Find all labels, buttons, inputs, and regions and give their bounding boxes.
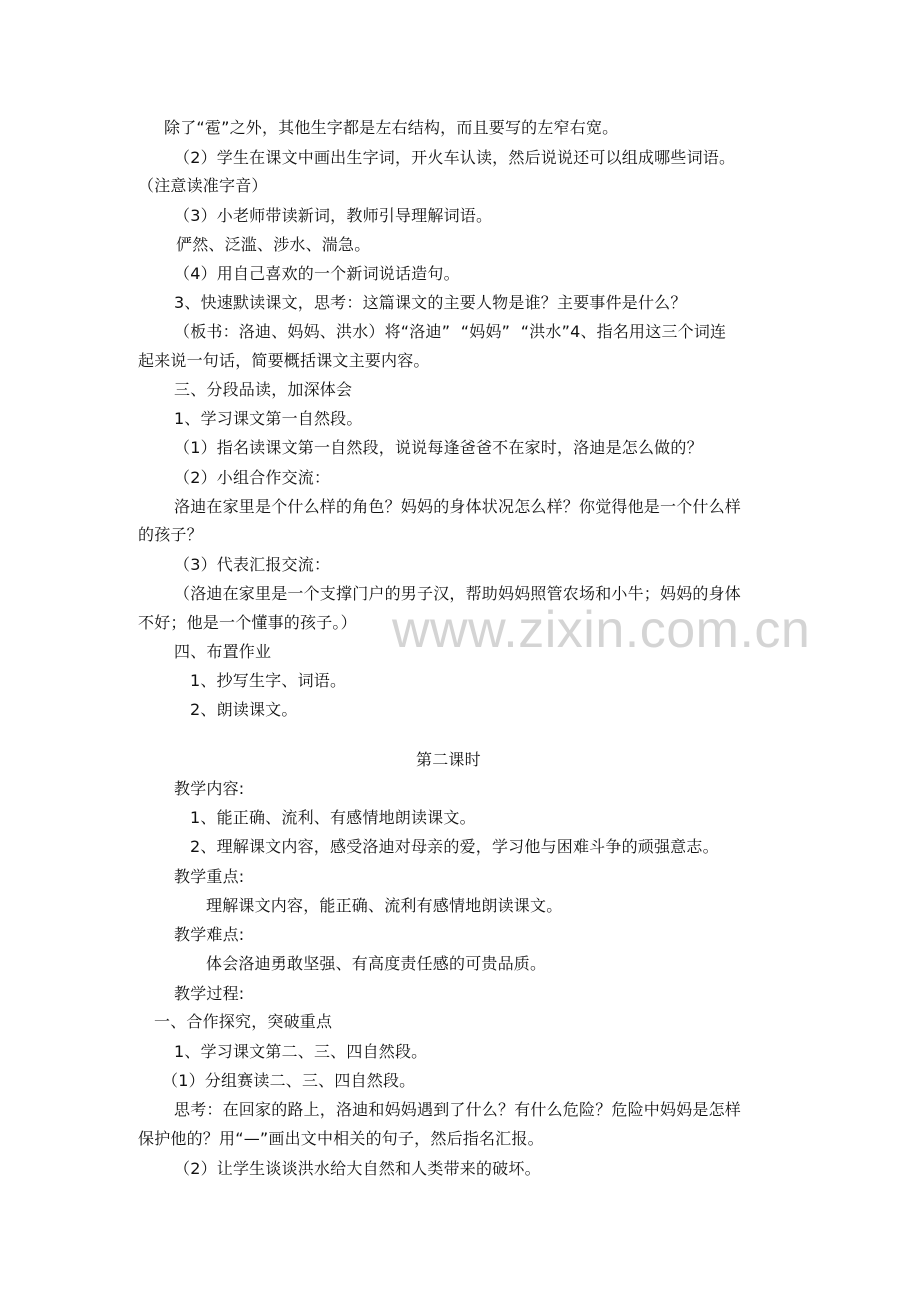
text-line: 除了“雹”之外，其他生字都是左右结构，而且要写的左窄右宽。 (164, 118, 619, 137)
text-line: （注意读准字音） (138, 176, 268, 195)
text-line: （洛迪在家里是一个支撑门户的男子汉，帮助妈妈照管农场和小牛；妈妈的身体 (174, 584, 742, 603)
text-line: 洛迪在家里是个什么样的角色？妈妈的身体状况怎么样？你觉得他是一个什么样 (174, 497, 742, 516)
section-heading: 四、布置作业 (174, 642, 272, 661)
section-heading: 一、合作探究，突破重点 (154, 1012, 333, 1031)
text-line: 的孩子？ (138, 525, 203, 544)
text-line: 俨然、泛滥、涉水、湍急。 (176, 235, 371, 254)
text-line: 起来说一句话，简要概括课文主要内容。 (138, 351, 430, 370)
text-line: 3、快速默读课文，思考：这篇课文的主要人物是谁？主要事件是什么？ (174, 293, 687, 312)
text-line: （2）让学生谈谈洪水给大自然和人类带来的破坏。 (174, 1159, 541, 1178)
text-line: 教学内容: (174, 779, 245, 798)
text-line: 2、理解课文内容，感受洛迪对母亲的爱，学习他与困难斗争的顽强意志。 (190, 837, 719, 856)
text-line: （1）指名读课文第一自然段，说说每逢爸爸不在家时，洛迪是怎么做的？ (174, 438, 703, 457)
text-line: 1、抄写生字、词语。 (190, 671, 347, 690)
text-line: 教学重点: (174, 867, 245, 886)
text-line: 保护他的？用“—”画出文中相关的句子，然后指名汇报。 (138, 1129, 544, 1148)
text-line: （1）分组赛读二、三、四自然段。 (162, 1071, 416, 1090)
text-line: （4）用自己喜欢的一个新词说话造句。 (174, 264, 460, 283)
text-line: 2、朗读课文。 (190, 700, 298, 719)
section-heading: 三、分段品读，加深体会 (174, 380, 353, 399)
text-line: 思考：在回家的路上，洛迪和妈妈遇到了什么？有什么危险？危险中妈妈是怎样 (174, 1100, 742, 1119)
text-line: 体会洛迪勇敢坚强、有高度责任感的可贵品质。 (206, 954, 547, 973)
watermark: www.zixin.com.cn (392, 601, 811, 659)
text-line: 1、学习课文第二、三、四自然段。 (174, 1042, 428, 1061)
text-line: 1、能正确、流利、有感情地朗读课文。 (190, 808, 476, 827)
lesson-title: 第二课时 (416, 750, 481, 769)
text-line: （3）代表汇报交流： (174, 555, 331, 574)
text-line: 教学过程: (174, 984, 245, 1003)
text-line: （板书：洛迪、妈妈、洪水）将“洛迪” “妈妈” “洪水”4、指名用这三个词连 (174, 322, 727, 341)
text-line: （2）学生在课文中画出生字词，开火车认读，然后说说还可以组成哪些词语。 (174, 148, 736, 167)
text-line: 教学难点: (174, 925, 245, 944)
text-line: 理解课文内容，能正确、流利有感情地朗读课文。 (206, 896, 563, 915)
text-line: 1、学习课文第一自然段。 (174, 409, 363, 428)
text-line: （3）小老师带读新词，教师引导理解词语。 (174, 206, 493, 225)
text-line: 不好；他是一个懂事的孩子。） (138, 613, 357, 632)
text-line: （2）小组合作交流： (174, 468, 331, 487)
